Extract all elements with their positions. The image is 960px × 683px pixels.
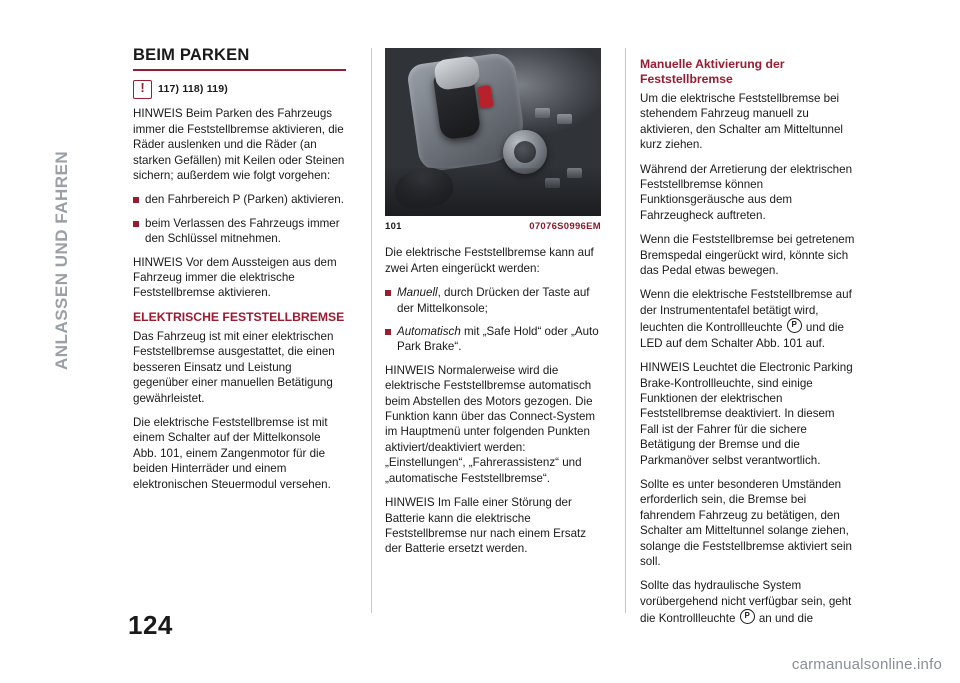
bullet-square-icon [133, 221, 139, 227]
paragraph-epb-disabled-note: HINWEIS Leuchtet die Electronic Parking Brake-Kontrollleuchte, sind einige Funktionen der elektrischen Feststellbremse deaktiviert. In diesem Fall ist der Fahrer für die sichere Betätigung der Bremse und die Parkmanöver selbst verantwortlich. [640, 361, 853, 467]
list-item-rest: mit „Safe Hold“ oder „Auto Park Brake“. [397, 325, 599, 354]
paragraph-hydraulic-failure [640, 578, 855, 626]
paragraph-note-parking: HINWEIS Beim Parken des Fahrzeugs immer die Feststellbremse aktivieren, die Räder auslenken und die Räder (an starken Gefällen) mit Keilen oder Steinen sichern; außerdem wie folgt vorgehen: [133, 107, 345, 183]
figure-number: 101 [385, 221, 402, 232]
subsection-title-electric-parking-brake: ELEKTRISCHE FESTSTELLBREMSE [133, 309, 345, 324]
paragraph-note-exit: HINWEIS Vor dem Aussteigen aus dem Fahrzeug immer die elektrische Feststellbremse aktivieren. [133, 255, 337, 300]
list-item-label [397, 324, 601, 355]
bullet-square-icon [133, 197, 139, 203]
paragraph-noise-note: Während der Arretierung der elektrischen Feststellbremse können Funktionsgeräusche aus dem Fahrzeugheck auftreten. [640, 162, 853, 222]
parking-brake-indicator-icon [787, 318, 802, 333]
paragraph-pedal-movement-note: Wenn die Feststellbremse bei getretenem Bremspedal eingerückt wird, könnte sich das Pedal etwas bewegen. [640, 233, 855, 278]
paragraph-warning-light-part-b: und die LED auf dem Schalter Abb. 101 auf. [640, 321, 844, 350]
chapter-title: ANLASSEN UND FAHREN [52, 150, 71, 370]
column-3 [640, 48, 855, 636]
list-item [133, 192, 346, 207]
title-underline [133, 69, 346, 71]
figure-code: 07076S0996EM [529, 221, 601, 232]
list-item-label [397, 285, 601, 316]
watermark: carmanualsonline.info [791, 656, 942, 673]
console-button-shape [535, 108, 550, 118]
bullet-square-icon [385, 290, 391, 296]
paragraph-auto-engage-note: HINWEIS Normalerweise wird die elektrische Feststellbremse automatisch beim Abstellen des Motors gezogen. Die Funktion kann über das Connect-System im Hauptmenü unter folgenden Punkten aktiviert/deaktiviert werden: „Einstellungen“, „Fahrerassistenz“ und „automatische Feststellbremse“. [385, 363, 596, 485]
warning-reference-numbers: 117) 118) 119) [158, 83, 228, 96]
list-item [385, 324, 601, 355]
paragraph-warning-light-part-a: Wenn die elektrische Feststellbremse auf der Instrumententafel betätigt wird, leuchten die Kontrollleuchte [640, 288, 852, 335]
list-item-emphasis: Automatisch [397, 325, 461, 339]
warning-reference-row [133, 79, 346, 99]
page-number: 124 [128, 610, 173, 640]
paragraph-epb-intro: Das Fahrzeug ist mit einer elektrischen Feststellbremse ausgestattet, die einen besseren Einsatz und Leistung gegenüber einer manuellen Betätigung gewährleistet. [133, 329, 335, 405]
paragraph-hydraulic-failure-part-b: an und die [758, 612, 814, 626]
column-1 [133, 48, 346, 501]
bullet-square-icon [385, 329, 391, 335]
paragraph-engagement-intro: Die elektrische Feststellbremse kann auf zwei Arten eingerückt werden: [385, 246, 594, 275]
list-item-emphasis: Manuell [397, 286, 438, 300]
paragraph-moving-vehicle-note: Sollte es unter besonderen Umständen erforderlich sein, die Bremse bei fahrendem Fahrzeug zu betätigen, den Schalter am Mitteltunnel solange ziehen, solange die Feststellbremse aktiviert sein soll. [640, 477, 853, 568]
list-item-label: beim Verlassen des Fahrzeugs immer den Schlüssel mitnehmen. [145, 216, 340, 246]
figure-center-console-photo [385, 48, 601, 216]
column-2 [385, 48, 601, 566]
console-button-shape [557, 114, 572, 124]
column-divider-2 [625, 48, 626, 613]
subsection-title-manual-activation: Manuelle Aktivierung der Feststellbremse [640, 57, 785, 86]
paragraph-manual-activation: Um die elektrische Feststellbremse bei stehendem Fahrzeug manuell zu aktivieren, den Schalter am Mitteltunnel kurz ziehen. [640, 92, 843, 152]
paragraph-epb-components: Die elektrische Feststellbremse ist mit einem Schalter auf der Mittelkonsole Abb. 101, einem Zangenmotor für die beiden Hinterräder und einem elektronischen Steuermodul versehen. [133, 415, 331, 491]
paragraph-battery-failure-note: HINWEIS Im Falle einer Störung der Batterie kann die elektrische Feststellbremse nur nach einem Ersatz der Batterie ersetzt werden. [385, 496, 587, 556]
page-title: BEIM PARKEN [133, 46, 250, 64]
column-divider-1 [371, 48, 372, 613]
paragraph-warning-light [640, 287, 855, 351]
list-item-label: den Fahrbereich P (Parken) aktivieren. [145, 193, 344, 207]
warning-icon [133, 80, 152, 99]
paragraph-hydraulic-failure-part-a: Sollte das hydraulische System vorübergehend nicht verfügbar sein, geht die Kontrollleuchte [640, 579, 852, 626]
list-item-rest: , durch Drücken der Taste auf der Mittelkonsole; [397, 286, 590, 315]
console-lower-trim [385, 168, 601, 216]
figure-caption [385, 219, 601, 234]
list-item [385, 285, 601, 316]
parking-brake-indicator-icon [740, 609, 755, 624]
list-item [133, 216, 346, 247]
